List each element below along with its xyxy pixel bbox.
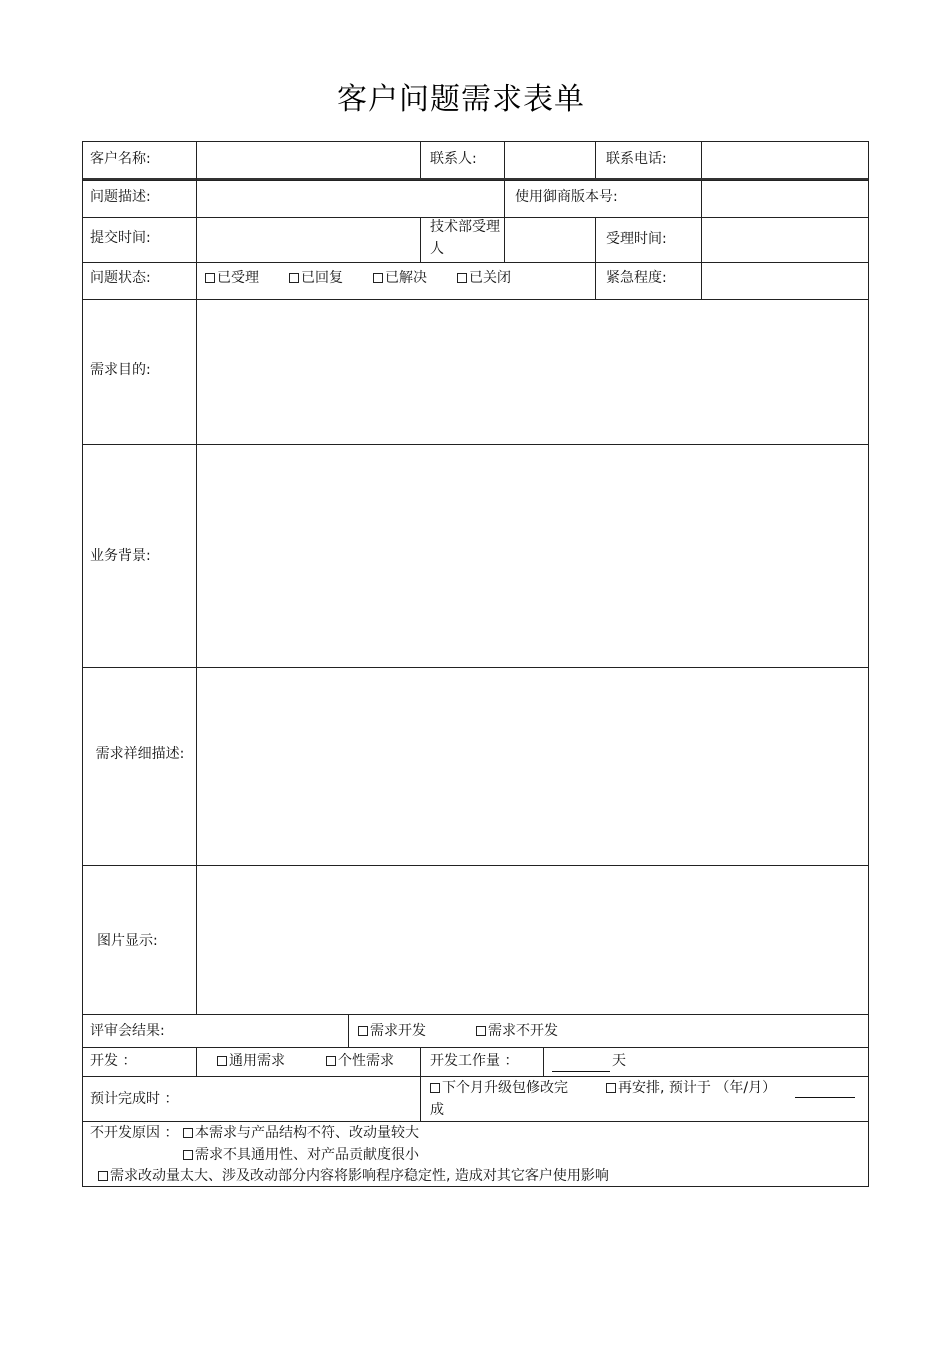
background-field[interactable] (197, 445, 868, 667)
images-field[interactable] (197, 866, 868, 1014)
checkbox-icon[interactable] (606, 1083, 616, 1093)
version-field[interactable] (702, 181, 868, 217)
reason-option-generality[interactable]: 需求不具通用性、对产品贡献度很小 (183, 1144, 419, 1166)
reason-option-stability[interactable]: 需求改动量太大、涉及改动部分内容将影响程序稳定性, 造成对其它客户使用影响 (98, 1165, 609, 1187)
problem-status-label: 问题状态: (90, 270, 151, 286)
reschedule-date-field[interactable] (795, 1079, 855, 1099)
submit-time-field[interactable] (197, 218, 420, 262)
checkbox-icon[interactable] (289, 273, 299, 283)
checkbox-icon[interactable] (476, 1026, 486, 1036)
completion-option-reschedule[interactable]: 再安排, 预计于 （年/月） (606, 1077, 776, 1099)
status-option-solved[interactable]: 已解决 (373, 267, 427, 289)
checkbox-icon[interactable] (430, 1083, 440, 1093)
checkbox-icon[interactable] (358, 1026, 368, 1036)
workload-label: 开发工作量 ： (430, 1053, 519, 1069)
problem-desc-field[interactable] (197, 181, 504, 217)
checkbox-icon[interactable] (183, 1128, 193, 1138)
images-label: 图片显示: (97, 933, 158, 949)
submit-time-label: 提交时间: (90, 230, 151, 246)
phone-label: 联系电话: (606, 151, 667, 167)
version-label: 使用御商版本号: (515, 189, 618, 205)
reason-option-structure[interactable]: 本需求与产品结构不符、改动量较大 (183, 1122, 419, 1144)
checkbox-icon[interactable] (373, 273, 383, 283)
checkbox-icon[interactable] (98, 1171, 108, 1181)
tech-receiver-label: 技术部受理人 (430, 219, 500, 257)
purpose-label: 需求目的: (90, 362, 151, 378)
status-option-closed[interactable]: 已关闭 (457, 267, 511, 289)
review-option-develop[interactable]: 需求开发 (358, 1020, 426, 1042)
contact-field[interactable] (505, 142, 595, 178)
review-option-not-develop[interactable]: 需求不开发 (476, 1020, 558, 1042)
develop-option-general[interactable]: 通用需求 (217, 1050, 285, 1072)
workload-unit: 天 (612, 1053, 626, 1069)
status-option-replied[interactable]: 已回复 (289, 267, 343, 289)
detail-label: 需求祥细描述: (95, 746, 185, 762)
contact-label: 联系人: (430, 151, 477, 167)
develop-label: 开发 ： (90, 1053, 137, 1069)
purpose-field[interactable] (197, 300, 868, 444)
tech-receiver-field[interactable] (505, 218, 595, 262)
phone-field[interactable] (702, 142, 868, 178)
accept-time-field[interactable] (702, 218, 868, 262)
accept-time-label: 受理时间: (606, 231, 667, 247)
checkbox-icon[interactable] (183, 1150, 193, 1160)
customer-name-field[interactable] (197, 142, 420, 178)
not-develop-reason-label: 不开发原因 ： (90, 1125, 179, 1141)
checkbox-icon[interactable] (457, 273, 467, 283)
checkbox-icon[interactable] (217, 1056, 227, 1066)
completion-option-next-month[interactable]: 下个月升级包修改完成 (430, 1080, 568, 1118)
expected-completion-label: 预计完成时 ： (90, 1091, 179, 1107)
customer-name-label: 客户名称: (90, 151, 151, 167)
checkbox-icon[interactable] (326, 1056, 336, 1066)
status-option-accepted[interactable]: 已受理 (205, 267, 259, 289)
urgency-field[interactable] (702, 263, 868, 299)
checkbox-icon[interactable] (205, 273, 215, 283)
page-title: 客户问题需求表单 (337, 82, 585, 117)
problem-desc-label: 问题描述: (90, 189, 151, 205)
customer-request-form (82, 141, 869, 1187)
workload-field[interactable] (552, 1052, 610, 1072)
develop-option-custom[interactable]: 个性需求 (326, 1050, 394, 1072)
detail-field[interactable] (197, 668, 868, 865)
review-result-label: 评审会结果: (90, 1023, 165, 1039)
urgency-label: 紧急程度: (606, 270, 667, 286)
background-label: 业务背景: (90, 548, 151, 564)
